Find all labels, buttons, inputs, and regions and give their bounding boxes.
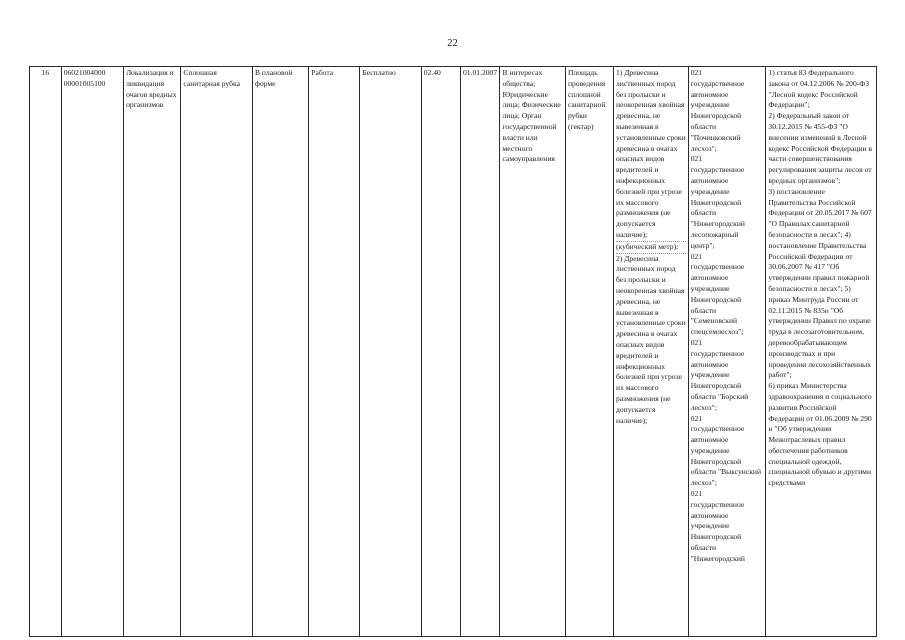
form-cell: В плановой форме: [252, 67, 308, 637]
forest-activity-cell: Сплошная санитарная рубка: [181, 67, 253, 637]
service-name-cell: Локализация и ликвидация очагов вредных организмов: [124, 67, 181, 637]
beneficiaries-cell: В интересах общества; Юридические лица; Физические лица; Орган государственной власти или местного самоуправления: [500, 67, 565, 637]
row-number-cell: 16: [30, 67, 62, 637]
payment-cell: Бесплатно: [360, 67, 421, 637]
type-cell: Работа: [309, 67, 360, 637]
okved-cell: 02.40: [421, 67, 460, 637]
start-date-cell: 01.01.2007: [460, 67, 500, 637]
quality-indicators-cell: [614, 67, 689, 637]
quality-line: (кубический метр);: [616, 242, 686, 254]
page-number: 22: [447, 38, 458, 49]
service-code-cell: 06021004000 00001005100: [61, 67, 123, 637]
quality-line: 2) Древесина лиственных пород без пролыски и неокоренная хвойная древесина, не вывезенная в установленные сроки древесина в очагах опасных видов вредителей и инфекционных болезней при угрозе их массового размножения (не допускается наличие);: [616, 253, 686, 425]
institutions-cell: 021 государственное автономное учреждение Нижегородской области "Починковский лесхоз"; 021 государственное автономное учреждение Нижегородской области "Нижегородский лесопожарный центр"; 021 государственное автономное учреждение Нижегородской области "Семеновский спецсемлесхоз"; 021 государственное автономное учреждение Нижегородской области "Борский лесхоз"; 021 государственное автономное учреждение Нижегородской области "Выксунский лесхоз"; 021 государственное автономное учреждение Нижегородской области "Нижегородский: [688, 67, 766, 637]
legal-acts-cell: 1) статья 83 Федерального закона от 04.12.2006 № 200-ФЗ "Лесной кодекс Российской Федерации"; 2) Федеральный закон от 30.12.2015 № 455-ФЗ "О внесении изменений в Лесной кодекс Российской Федерации в части совершенствования регулирования защиты лесов от вредных организмов"; 3) постановление Правительства Российской Федерации от 20.05.2017 № 607 "О Правилах санитарной безопасности в лесах"; 4) постановление Правительства Российской Федерации от 30.06.2007 № 417 "Об утверждении правил пожарной безопасности в лесах"; 5) приказ Минтруда России от 02.11.2015 № 835н "Об утверждении Правил по охране труда в лесозаготовительном, деревообрабатывающем производствах и при проведении лесохозяйственных работ"; 6) приказ Министерства здравоохранения и социального развития Российской Федерации от 01.06.2009 № 290 н "Об утверждении Межотраслевых правил обеспечения работников специальной одеждой, специальной обувью и другими средствами: [766, 67, 877, 637]
volume-indicator-cell: Площадь проведения сплошной санитарной рубки (гектар): [565, 67, 613, 637]
quality-line: 1) Древесина лиственных пород без пролыски и неокоренная хвойная древесина, не вывезенная в установленные сроки древесина в очагах опасных видов вредителей и инфекционных болезней при угрозе их массового размножения (не допускается наличие);: [616, 68, 686, 242]
table-row: [30, 67, 877, 637]
registry-table: [29, 66, 877, 637]
